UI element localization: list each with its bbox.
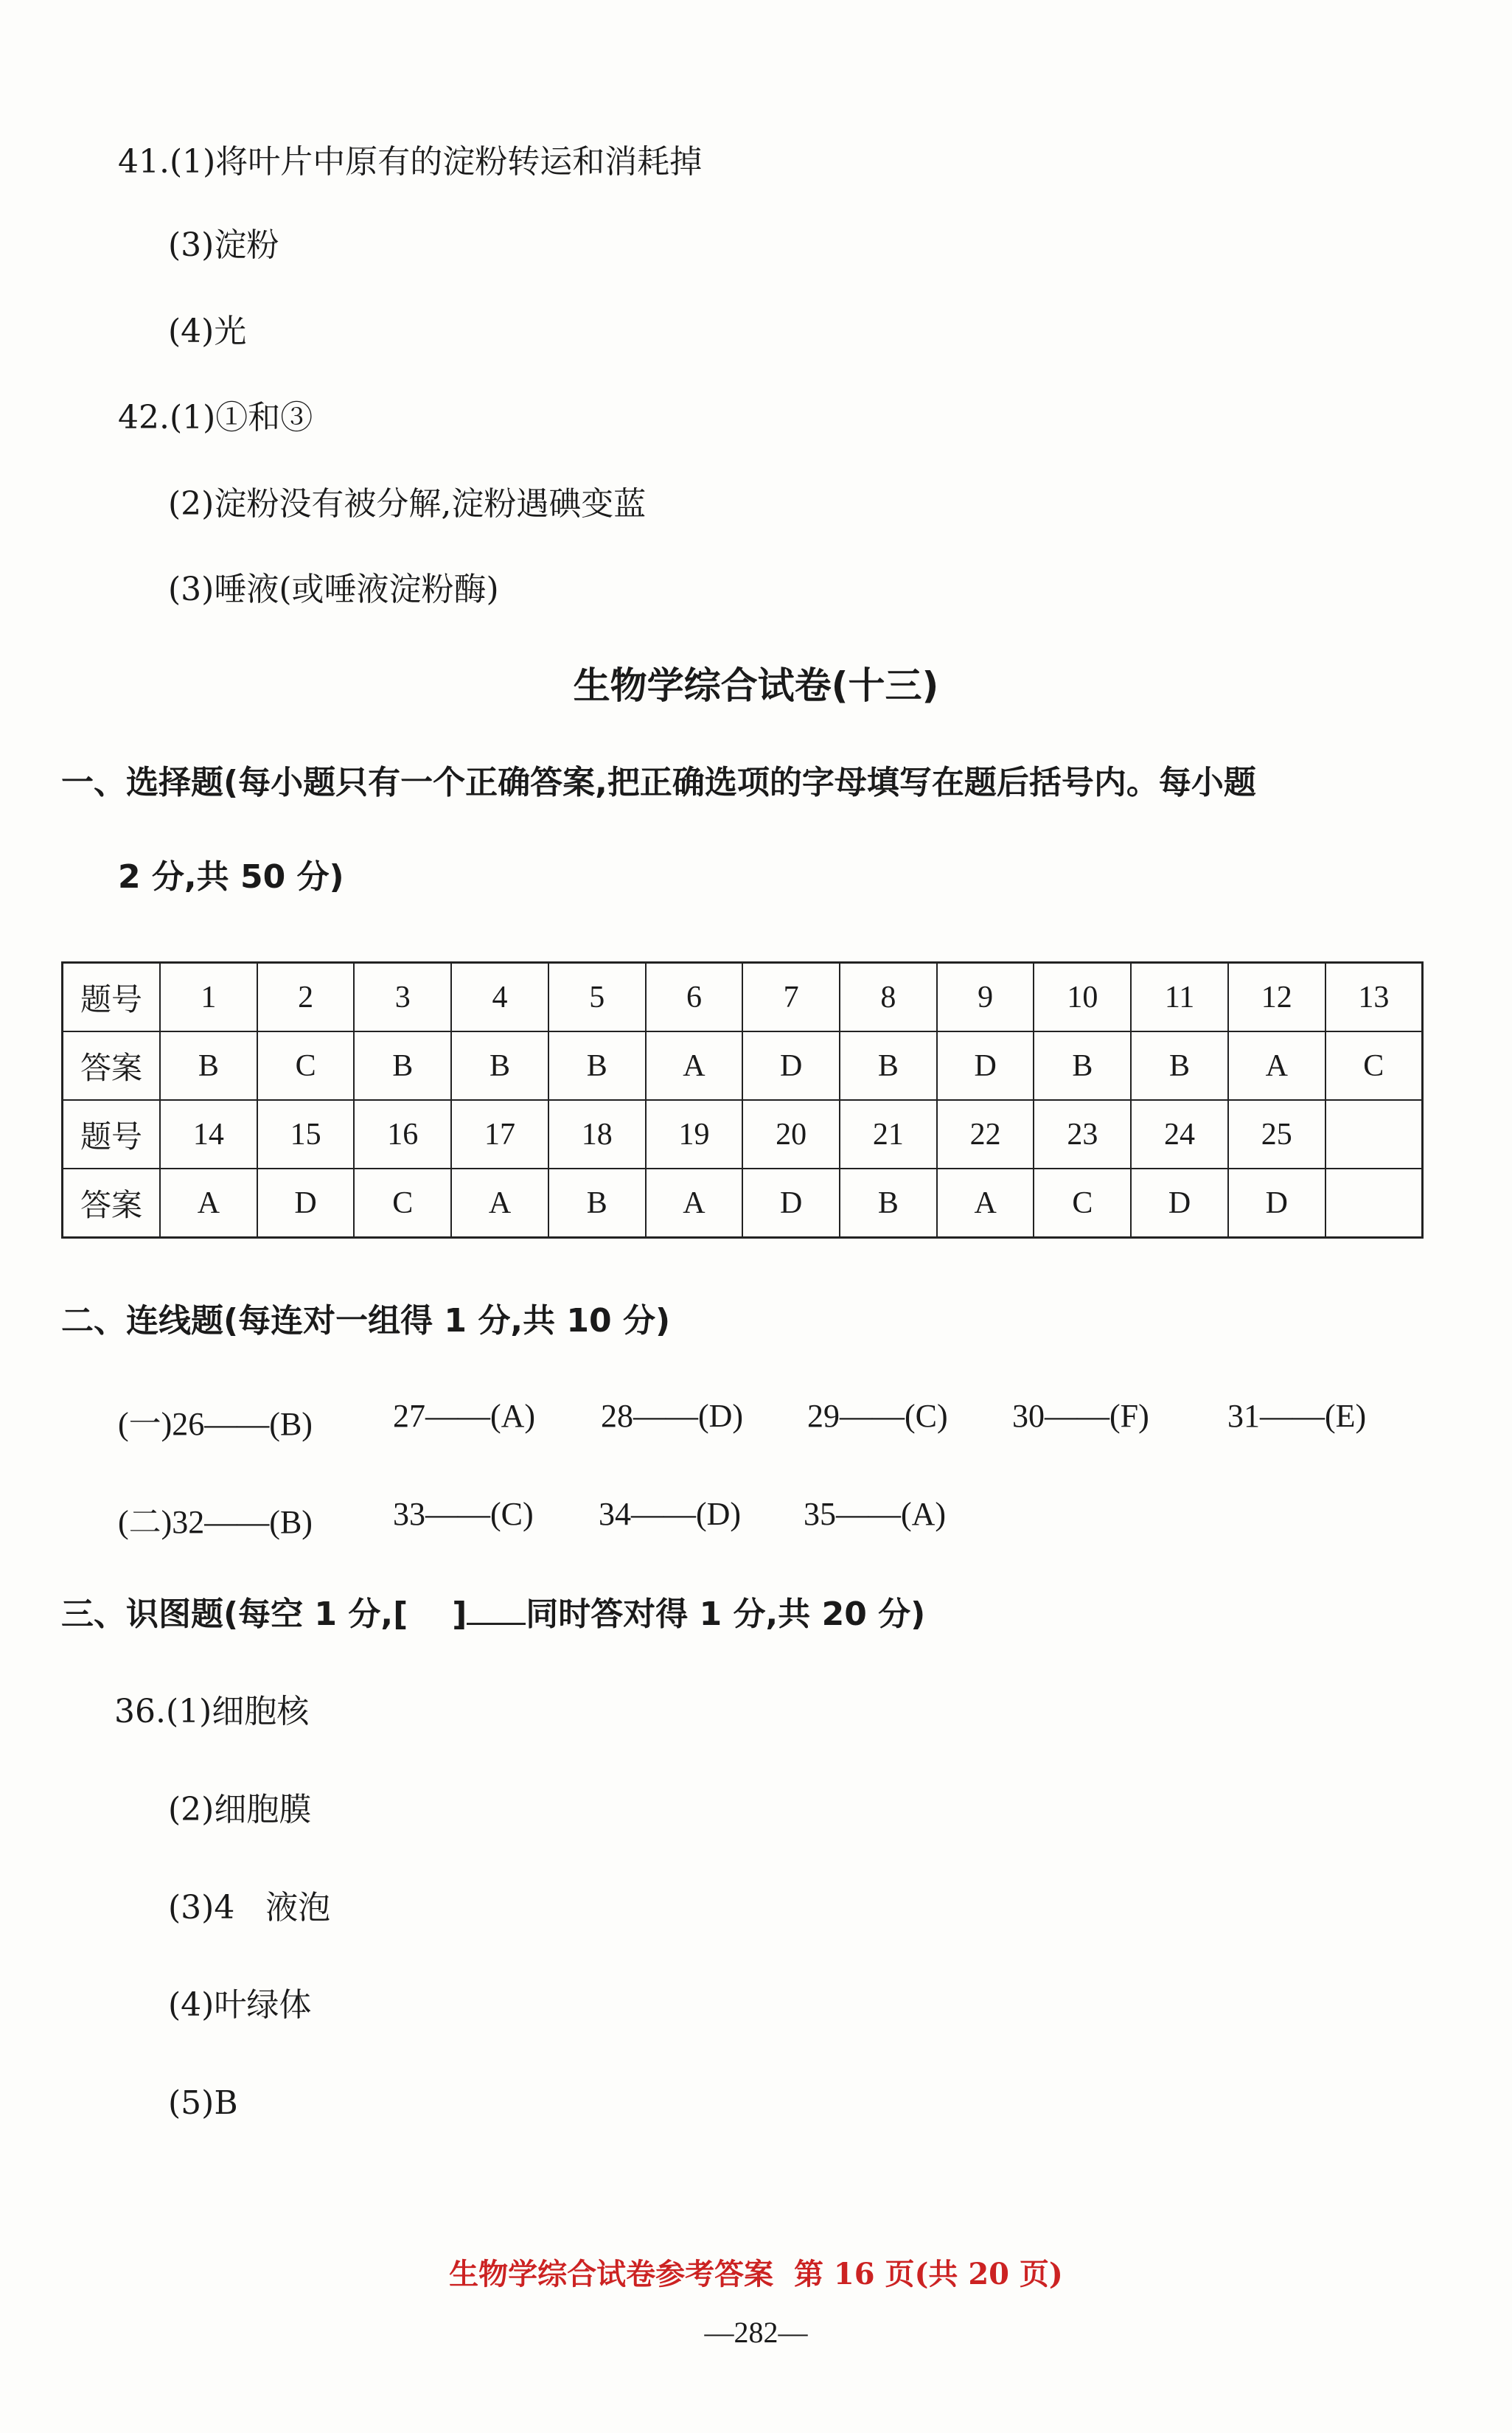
table-cell: 16 (354, 1100, 451, 1169)
table-cell: D (742, 1169, 840, 1238)
table-cell: 4 (451, 963, 548, 1032)
table-cell: 6 (646, 963, 743, 1032)
table-cell: 18 (548, 1100, 646, 1169)
page-number: —282— (704, 2316, 808, 2349)
table-cell: B (840, 1169, 937, 1238)
row-label-answer: 答案 (63, 1169, 161, 1238)
answer-36-3: (3)4 液泡 (168, 1889, 331, 1926)
table-cell: 13 (1325, 963, 1423, 1032)
match-pair: 27——(A) (393, 1398, 536, 1434)
answer-36-5: (5)B (168, 2084, 238, 2122)
table-cell: 1 (160, 963, 257, 1032)
table-cell: 11 (1131, 963, 1228, 1032)
table-cell: C (1034, 1169, 1131, 1238)
table-cell: C (1325, 1031, 1423, 1100)
answer-table (61, 961, 1424, 1239)
running-footer: 生物学综合试卷参考答案 第 16 页(共 20 页) (449, 2257, 1063, 2291)
table-cell: 17 (451, 1100, 548, 1169)
match-pair: 29——(C) (807, 1398, 948, 1434)
table-cell: 10 (1034, 963, 1131, 1032)
table-cell: B (451, 1031, 548, 1100)
match-group-2 (0, 1495, 1512, 1539)
match-pair: (二)32——(B) (118, 1504, 313, 1540)
section2-heading: 二、连线题(每连对一组得 1 分,共 10 分) (61, 1302, 671, 1340)
match-pair: 33——(C) (393, 1496, 534, 1532)
table-cell: B (160, 1031, 257, 1100)
table-cell-empty (1325, 1100, 1423, 1169)
answer-36-4: (4)叶绿体 (168, 1986, 312, 2024)
table-cell: 24 (1131, 1100, 1228, 1169)
match-pair: 30——(F) (1012, 1398, 1149, 1434)
section1-heading-line2: 2 分,共 50 分) (118, 858, 344, 896)
blank-line (467, 1593, 526, 1625)
section3-heading (61, 1593, 925, 1637)
table-cell: C (257, 1031, 355, 1100)
table-cell: A (451, 1169, 548, 1238)
table-cell: 21 (840, 1100, 937, 1169)
match-pair: 35——(A) (804, 1496, 947, 1532)
section1-heading-line1: 一、选择题(每小题只有一个正确答案,把正确选项的字母填写在题后括号内。每小题 (61, 764, 1256, 801)
answer-36-1: 36.(1)细胞核 (114, 1693, 310, 1730)
table-cell: 7 (742, 963, 840, 1032)
table-row-answers-1 (63, 1031, 1423, 1100)
section3-heading-part3: 同时答对得 1 分,共 20 分) (526, 1595, 926, 1633)
table-cell: B (840, 1031, 937, 1100)
match-pair: (一)26——(B) (118, 1406, 313, 1442)
match-pair: 34——(D) (599, 1496, 742, 1532)
table-cell: D (937, 1031, 1034, 1100)
table-cell-empty (1325, 1169, 1423, 1238)
table-cell: B (1131, 1031, 1228, 1100)
table-cell: 22 (937, 1100, 1034, 1169)
table-row-answers-2 (63, 1169, 1423, 1238)
answer-41-4: (4)光 (168, 313, 247, 350)
answer-42-2: (2)淀粉没有被分解,淀粉遇碘变蓝 (168, 485, 647, 523)
row-label-number: 题号 (63, 1100, 161, 1169)
match-pair: 28——(D) (601, 1398, 744, 1434)
table-cell: 15 (257, 1100, 355, 1169)
table-cell: 5 (548, 963, 646, 1032)
table-cell: D (742, 1031, 840, 1100)
match-pair: 31——(E) (1227, 1398, 1367, 1434)
table-cell: C (354, 1169, 451, 1238)
table-cell: 2 (257, 963, 355, 1032)
answer-36-2: (2)细胞膜 (168, 1791, 312, 1828)
answer-42-3: (3)唾液(或唾液淀粉酶) (168, 571, 499, 608)
table-cell: 9 (937, 963, 1034, 1032)
table-cell: B (548, 1031, 646, 1100)
table-cell: 19 (646, 1100, 743, 1169)
table-cell: A (937, 1169, 1034, 1238)
paper-title: 生物学综合试卷(十三) (573, 664, 939, 707)
table-cell: B (548, 1169, 646, 1238)
table-cell: 12 (1228, 963, 1325, 1032)
table-cell: 14 (160, 1100, 257, 1169)
table-cell: 20 (742, 1100, 840, 1169)
table-row-numbers-2 (63, 1100, 1423, 1169)
match-group-1 (0, 1397, 1512, 1441)
table-cell: 23 (1034, 1100, 1131, 1169)
row-label-number: 题号 (63, 963, 161, 1032)
table-cell: A (160, 1169, 257, 1238)
section3-heading-part2: ] (452, 1595, 467, 1633)
table-cell: D (1131, 1169, 1228, 1238)
table-row-numbers-1 (63, 963, 1423, 1032)
table-cell: B (1034, 1031, 1131, 1100)
answer-41-1: 41.(1)将叶片中原有的淀粉转运和消耗掉 (118, 143, 703, 181)
table-cell: D (1228, 1169, 1325, 1238)
table-cell: A (646, 1169, 743, 1238)
table-cell: D (257, 1169, 355, 1238)
section3-heading-part1: 三、识图题(每空 1 分,[ (61, 1595, 408, 1633)
answer-42-1: 42.(1)①和③ (118, 399, 313, 436)
answer-41-3: (3)淀粉 (168, 226, 279, 264)
table-cell: A (1228, 1031, 1325, 1100)
table-cell: 8 (840, 963, 937, 1032)
table-cell: A (646, 1031, 743, 1100)
table-cell: B (354, 1031, 451, 1100)
table-cell: 25 (1228, 1100, 1325, 1169)
row-label-answer: 答案 (63, 1031, 161, 1100)
table-cell: 3 (354, 963, 451, 1032)
